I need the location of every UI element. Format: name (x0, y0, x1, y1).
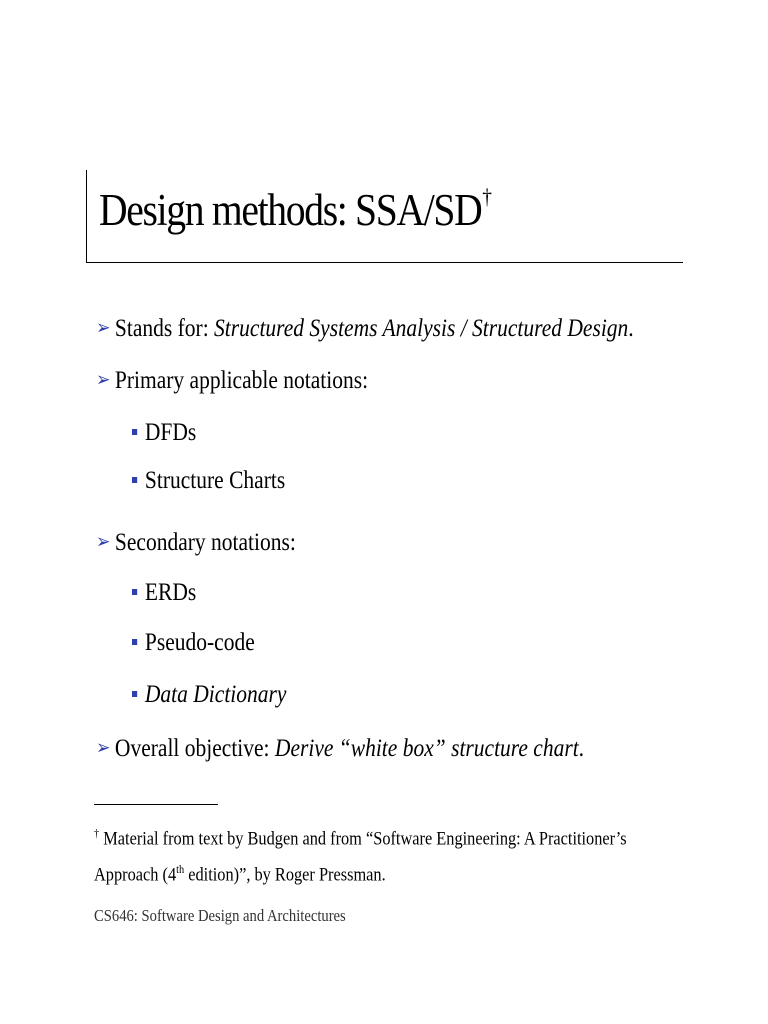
bullet-tail-text: . (578, 735, 585, 762)
bullet-item (96, 316, 634, 341)
bullet-text: Overall objective: (114, 735, 275, 762)
sub-bullet-item (132, 630, 255, 655)
slide-title (99, 184, 491, 235)
sub-bullet-text: DFDs (144, 419, 197, 446)
square-bullet-icon (132, 477, 137, 483)
footnote-marker: † (94, 826, 100, 840)
footnote-superscript: th (176, 862, 185, 877)
slide-footer: CS646: Software Design and Architectures (94, 906, 346, 925)
footnote-divider (94, 804, 218, 805)
sub-bullet-item (132, 420, 196, 445)
bullet-text: Stands for: (114, 315, 215, 342)
bullet-text: Primary applicable notations: (114, 367, 369, 394)
square-bullet-icon (132, 429, 137, 435)
sub-bullet-text: ERDs (144, 579, 197, 606)
title-text: Design methods: SSA/SD (99, 185, 482, 235)
bullet-tail-text: . (628, 315, 634, 342)
arrow-bullet-icon: ➢ (96, 529, 111, 553)
sub-bullet-text: Pseudo-code (144, 629, 255, 656)
bullet-item (96, 530, 296, 555)
footnote-line-2 (94, 854, 627, 890)
title-frame (86, 170, 683, 263)
bullet-italic-text: Derive “white box” structure chart (274, 735, 579, 762)
bullet-item (96, 736, 584, 761)
square-bullet-icon (132, 589, 137, 595)
sub-bullet-item (132, 580, 196, 605)
bullet-item (96, 368, 368, 393)
square-bullet-icon (132, 639, 137, 645)
footnote (94, 818, 627, 891)
sub-bullet-text: Structure Charts (144, 467, 286, 494)
bullet-italic-text: Structured Systems Analysis / Structured Design (214, 315, 629, 342)
sub-bullet-italic-text: Data Dictionary (144, 681, 287, 708)
title-footnote-marker: † (482, 184, 491, 209)
footnote-text-2a: Approach (4 (94, 864, 177, 886)
footnote-text-1: Material from text by Budgen and from “Software Engineering: A Practitioner’s (99, 828, 627, 850)
bullet-text: Secondary notations: (114, 529, 296, 556)
arrow-bullet-icon: ➢ (96, 367, 111, 391)
arrow-bullet-icon: ➢ (96, 315, 111, 339)
footnote-line-1 (94, 818, 627, 854)
sub-bullet-item (132, 682, 286, 707)
arrow-bullet-icon: ➢ (96, 735, 111, 759)
footnote-text-2b: edition)”, by Roger Pressman. (184, 864, 386, 886)
sub-bullet-item (132, 468, 285, 493)
square-bullet-icon (132, 691, 137, 697)
